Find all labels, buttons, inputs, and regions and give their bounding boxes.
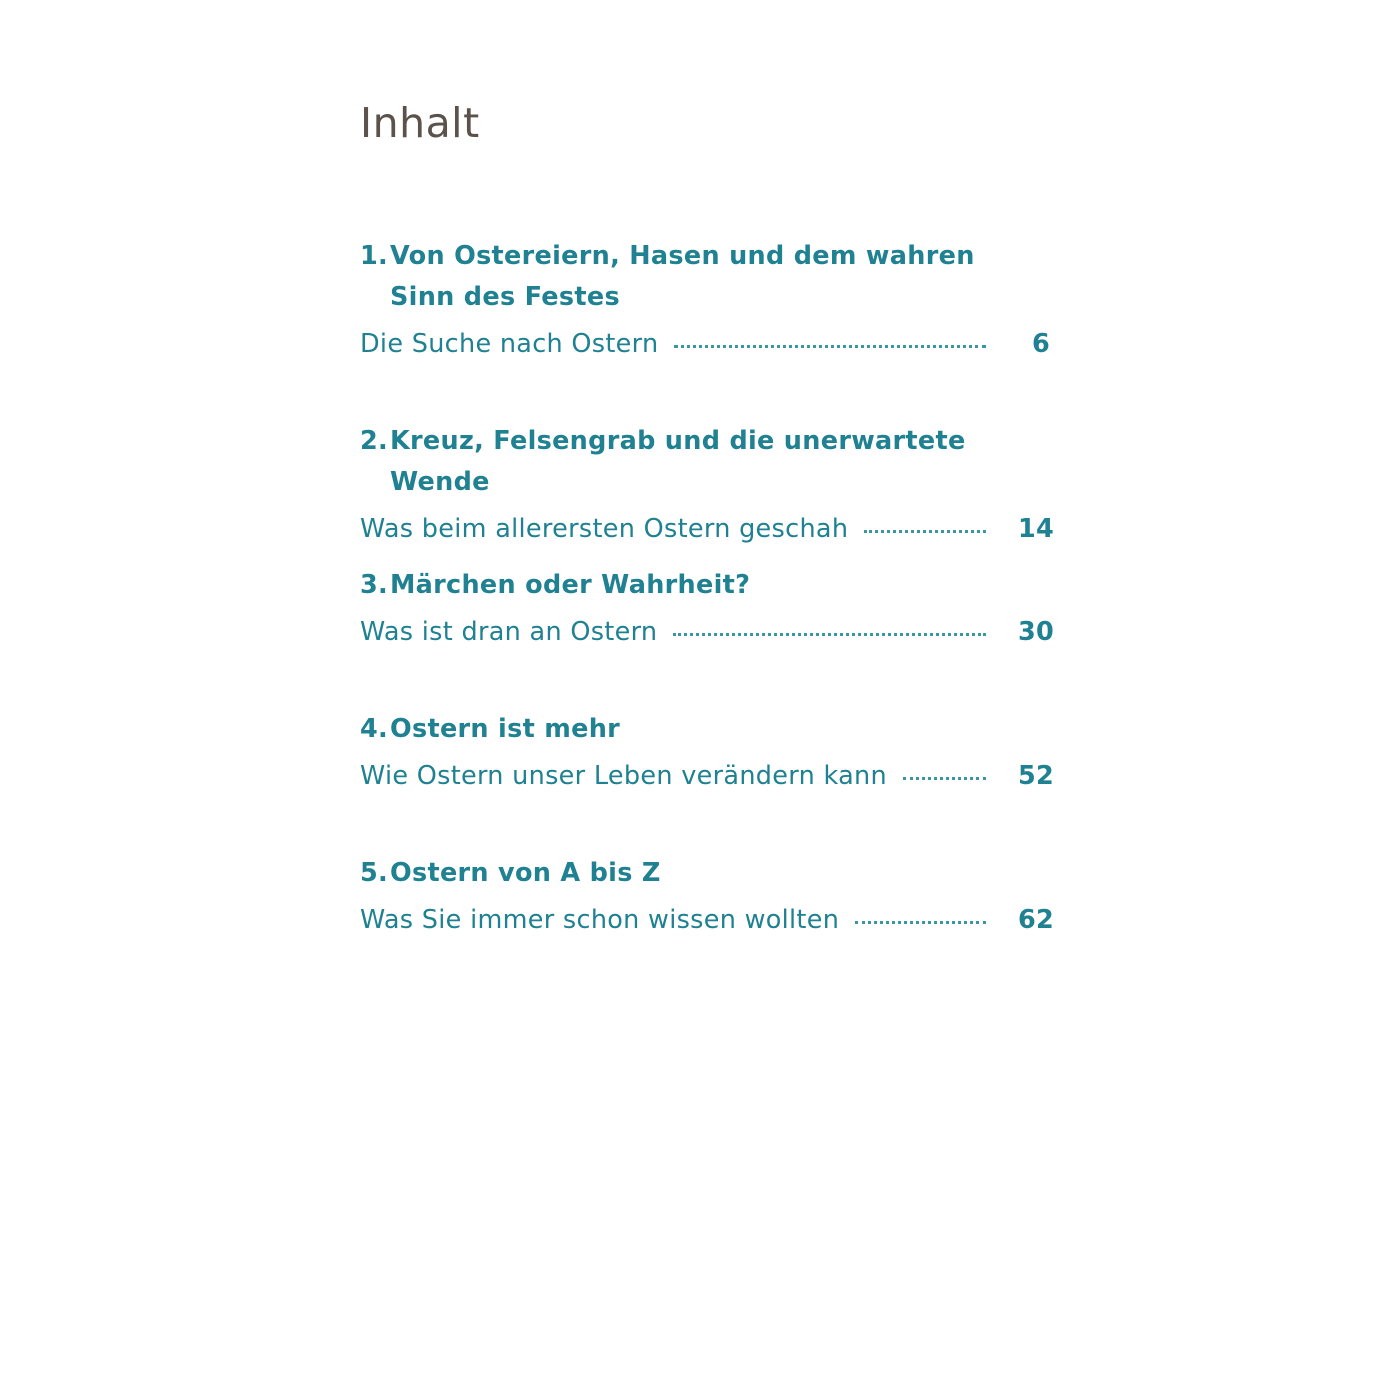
chapter-number: 4. xyxy=(360,714,389,744)
page-number: 62 xyxy=(1018,905,1055,935)
subtitle-row xyxy=(360,759,1055,793)
chapter-title-text: Ostern von A bis Z xyxy=(390,858,661,888)
chapter-title xyxy=(360,853,1050,894)
page-number: 30 xyxy=(1018,617,1055,647)
toc-entry-3[interactable] xyxy=(360,565,1055,649)
toc-entry-1[interactable] xyxy=(360,236,1050,361)
chapter-title-text: Märchen oder Wahrheit? xyxy=(390,570,751,600)
dot-leader xyxy=(839,921,1018,924)
page-number: 14 xyxy=(1018,514,1055,544)
page-title: Inhalt xyxy=(360,99,480,147)
chapter-title-text: Kreuz, Felsengrab und die unerwartete Wende xyxy=(390,426,966,497)
subtitle-row xyxy=(360,512,1055,546)
chapter-title xyxy=(360,709,1050,750)
subtitle-row xyxy=(360,903,1055,937)
dot-leader xyxy=(887,777,1018,780)
chapter-number: 3. xyxy=(360,570,389,600)
chapter-title-text: Ostern ist mehr xyxy=(390,714,621,744)
chapter-subtitle: Die Suche nach Ostern xyxy=(360,329,659,359)
chapter-subtitle: Was ist dran an Ostern xyxy=(360,617,658,647)
chapter-title xyxy=(360,565,1050,606)
dot-leader xyxy=(658,345,1018,348)
toc-entry-5[interactable] xyxy=(360,853,1055,937)
chapter-title-text: Von Ostereiern, Hasen und dem wahren Sinn des Festes xyxy=(390,241,975,312)
chapter-number: 5. xyxy=(360,858,389,888)
chapter-title xyxy=(360,236,1050,318)
chapter-number: 1. xyxy=(360,241,389,271)
chapter-title xyxy=(360,421,1050,503)
subtitle-row xyxy=(360,615,1055,649)
page-number: 6 xyxy=(1031,329,1050,359)
chapter-subtitle: Was beim allerersten Ostern geschah xyxy=(360,514,849,544)
page-number: 52 xyxy=(1018,761,1055,791)
toc-entry-2[interactable] xyxy=(360,421,1055,546)
chapter-subtitle: Was Sie immer schon wissen wollten xyxy=(360,905,840,935)
subtitle-row xyxy=(360,327,1050,361)
chapter-subtitle: Wie Ostern unser Leben verändern kann xyxy=(360,761,887,791)
toc-entry-4[interactable] xyxy=(360,709,1055,793)
dot-leader xyxy=(657,633,1018,636)
chapter-number: 2. xyxy=(360,426,389,456)
dot-leader xyxy=(848,530,1018,533)
